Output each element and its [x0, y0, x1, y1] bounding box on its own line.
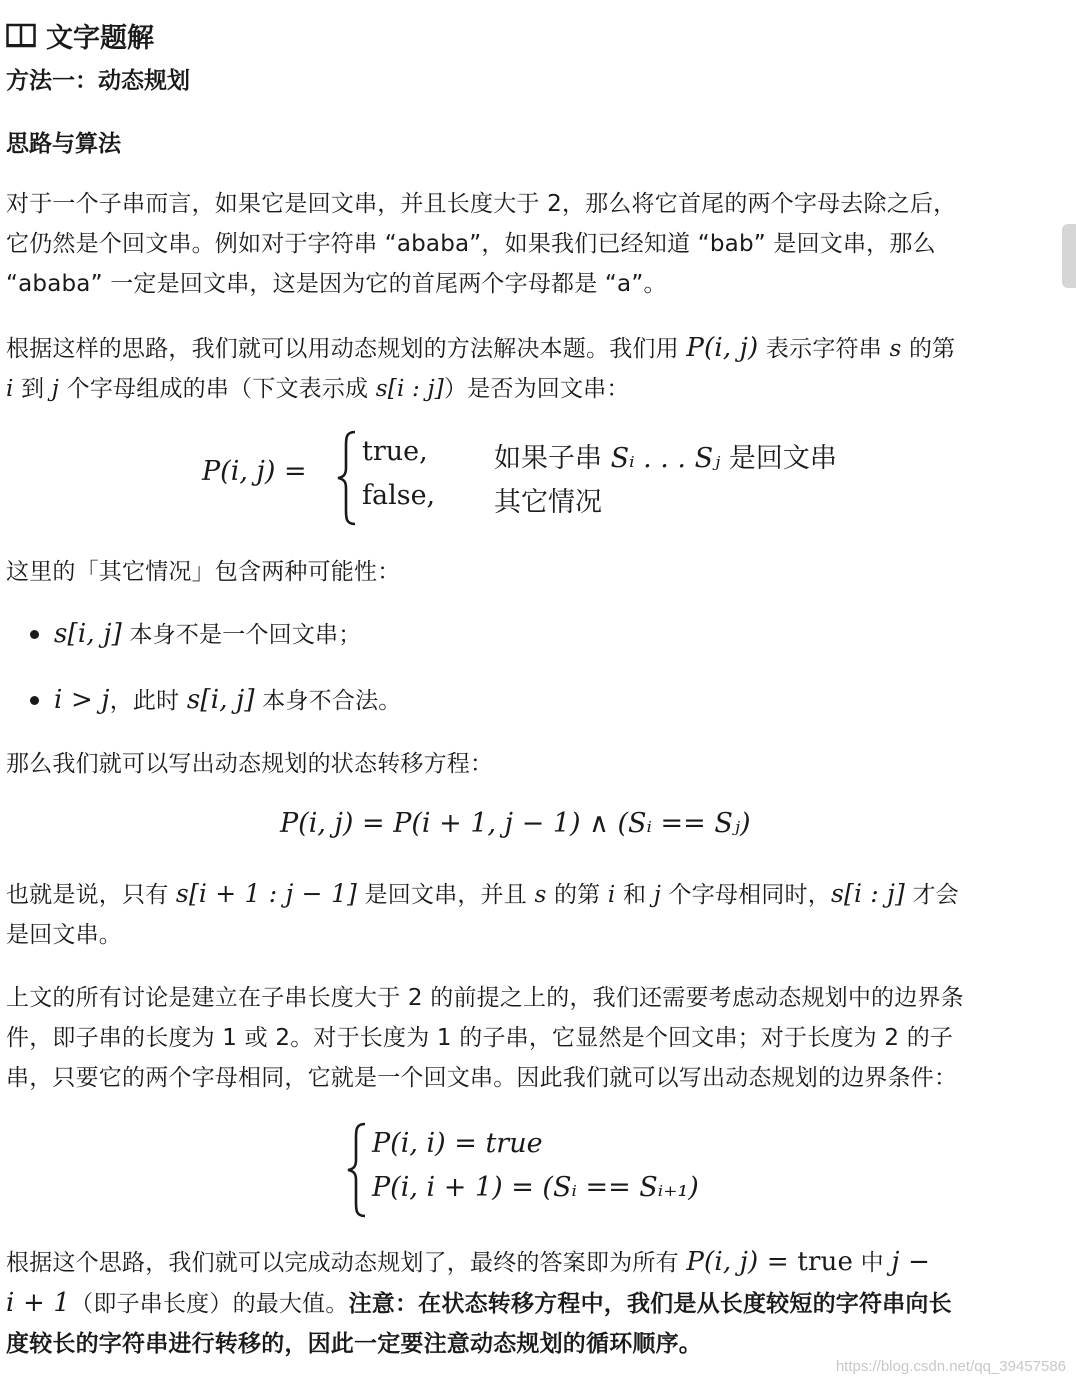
paragraph-line: 串，只要它的两个字母相同，它就是一个回文串。因此我们就可以写出动态规划的边界条件：	[6, 1065, 958, 1091]
paragraph-line: 上文的所有讨论是建立在子串长度大于 2 的前提之上的，我们还需要考虑动态规划中的边界条	[6, 985, 964, 1011]
equation-transition: P(i, j) = P(i + 1, j − 1) ∧ (Sᵢ == Sⱼ)	[280, 808, 751, 839]
boundary-case-1: P(i, i) = true	[372, 1128, 543, 1159]
math-inline: i	[6, 376, 14, 402]
case-true-value: true,	[362, 436, 428, 467]
paragraph-3: 这里的「其它情况」包含两种可能性：	[6, 559, 401, 585]
math-inline: s[i : j]	[375, 376, 444, 402]
watermark: https://blog.csdn.net/qq_39457586	[835, 1358, 1066, 1375]
paragraph-line: 件，即子串的长度为 1 或 2。对于长度为 1 的子串，它显然是个回文串；对于长度为 2 的子	[6, 1025, 954, 1051]
boundary-case-2: P(i, i + 1) = (Sᵢ == Sᵢ₊₁)	[372, 1172, 699, 1203]
equation-lhs: P(i, j) =	[202, 456, 307, 487]
math-inline: j	[51, 376, 60, 402]
scrollbar-thumb[interactable]	[1062, 224, 1076, 288]
paragraph-line: i + 1（即子串长度）的最大值。注意：在状态转移方程中，我们是从长度较短的字符串向长	[6, 1288, 952, 1318]
case-true-condition: 如果子串 Sᵢ . . . Sⱼ 是回文串	[494, 443, 837, 474]
paragraph-line: “ababa” 一定是回文串，这是因为它的首尾两个字母都是 “a”。	[6, 271, 667, 297]
paragraph-line: i 到 j 个字母组成的串（下文表示成 s[i : j]）是否为回文串：	[6, 376, 630, 402]
note-emphasis: 度较长的字符串进行转移的，因此一定要注意动态规划的循环顺序。	[6, 1331, 702, 1357]
equation-boundary	[346, 1120, 766, 1220]
list-item: s[i, j] 本身不是一个回文串；	[54, 619, 362, 649]
paragraph-line: 是回文串。	[6, 922, 122, 948]
paragraph-1	[6, 184, 956, 304]
bullet-dot	[30, 696, 39, 705]
paragraph-line: 它仍然是个回文串。例如对于字符串 “ababa”，如果我们已经知道 “bab” 是回文串，那么	[6, 231, 936, 257]
list-item: i > j，此时 s[i, j] 本身不合法。	[54, 685, 402, 715]
bullet-dot	[30, 630, 39, 639]
paragraph-line: 也就是说，只有 s[i + 1 : j − 1] 是回文串，并且 s 的第 i 和 j 个字母相同时，s[i : j] 才会	[6, 879, 959, 908]
section-title: 思路与算法	[6, 131, 121, 157]
left-brace	[336, 430, 358, 526]
case-false-value: false,	[362, 480, 436, 511]
paragraph-4: 那么我们就可以写出动态规划的状态转移方程：	[6, 751, 494, 777]
paragraph-6	[6, 978, 964, 1098]
page-title: 文字题解	[6, 16, 154, 55]
paragraph-line: 根据这个思路，我们就可以完成动态规划了，最终的答案即为所有 P(i, j) = true 中 j −	[6, 1247, 931, 1277]
paragraph-line: 根据这样的思路，我们就可以用动态规划的方法解决本题。我们用 P(i, j) 表示字符串 s 的第	[6, 333, 956, 363]
case-false-condition: 其它情况	[494, 487, 602, 518]
math-inline: P(i, j)	[686, 333, 759, 363]
method-title: 方法一：动态规划	[6, 68, 190, 94]
paragraph-2	[6, 328, 955, 409]
paragraph-line: 对于一个子串而言，如果它是回文串，并且长度大于 2，那么将它首尾的两个字母去除之后，	[6, 191, 957, 217]
book-icon	[6, 23, 36, 49]
paragraph-7	[6, 1242, 952, 1364]
equation-cases	[202, 428, 902, 528]
paragraph-5	[6, 874, 959, 955]
note-emphasis: 注意：在状态转移方程中，我们是从长度较短的字符串向长	[348, 1291, 952, 1317]
left-brace	[346, 1122, 368, 1218]
math-inline: s	[889, 336, 902, 362]
